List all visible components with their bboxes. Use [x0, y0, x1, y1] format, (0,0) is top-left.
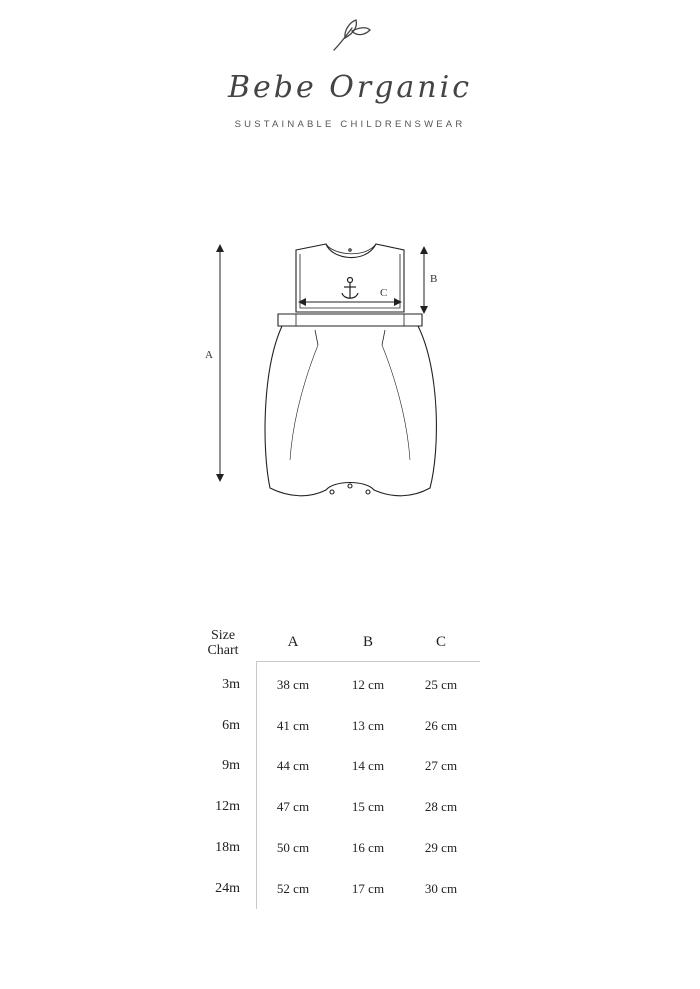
cell-c: 30 cm — [424, 881, 458, 896]
cell-c: 25 cm — [424, 677, 458, 692]
cell-a: 47 cm — [276, 799, 310, 814]
cell-a: 52 cm — [276, 881, 310, 896]
brand-name: Bebe Organic — [227, 70, 473, 105]
shorts-outline — [265, 326, 436, 496]
cell-a: 41 cm — [276, 718, 310, 733]
cell-c: 28 cm — [424, 799, 458, 814]
column-header-a: A — [287, 634, 299, 650]
cell-b: 17 cm — [351, 881, 385, 896]
cell-c: 26 cm — [424, 718, 458, 733]
dimension-b-label: B — [430, 273, 438, 285]
cell-b: 13 cm — [351, 718, 385, 733]
size-chart-heading-line2: Chart — [207, 643, 239, 658]
brand-tagline: SUSTAINABLE CHILDRENSWEAR — [234, 119, 466, 130]
waistband-outline — [278, 314, 422, 326]
cell-a: 44 cm — [276, 758, 310, 773]
size-chart-heading-line1: Size — [210, 628, 236, 643]
table-header-rule — [256, 661, 480, 662]
romper-diagram — [0, 230, 700, 520]
table-column-rule — [256, 661, 257, 909]
cell-c: 29 cm — [424, 840, 458, 855]
cell-b: 14 cm — [351, 758, 385, 773]
column-header-c: C — [435, 634, 446, 650]
cell-a: 38 cm — [276, 677, 310, 692]
cell-b: 15 cm — [351, 799, 385, 814]
leaf-sprig-icon — [334, 20, 370, 50]
row-size-label: 12m — [215, 799, 240, 814]
column-header-b: B — [362, 634, 373, 650]
dimension-a-label: A — [205, 349, 213, 361]
row-size-label: 3m — [222, 677, 240, 692]
row-size-label: 9m — [222, 758, 240, 773]
cell-c: 27 cm — [424, 758, 458, 773]
dimension-c-label: C — [380, 287, 388, 299]
cell-b: 12 cm — [351, 677, 385, 692]
row-size-label: 18m — [215, 840, 240, 855]
size-chart-heading — [190, 628, 256, 658]
row-size-label: 24m — [215, 881, 240, 896]
cell-b: 16 cm — [351, 840, 385, 855]
row-size-label: 6m — [222, 718, 240, 733]
cell-a: 50 cm — [276, 840, 310, 855]
anchor-icon — [342, 278, 358, 299]
